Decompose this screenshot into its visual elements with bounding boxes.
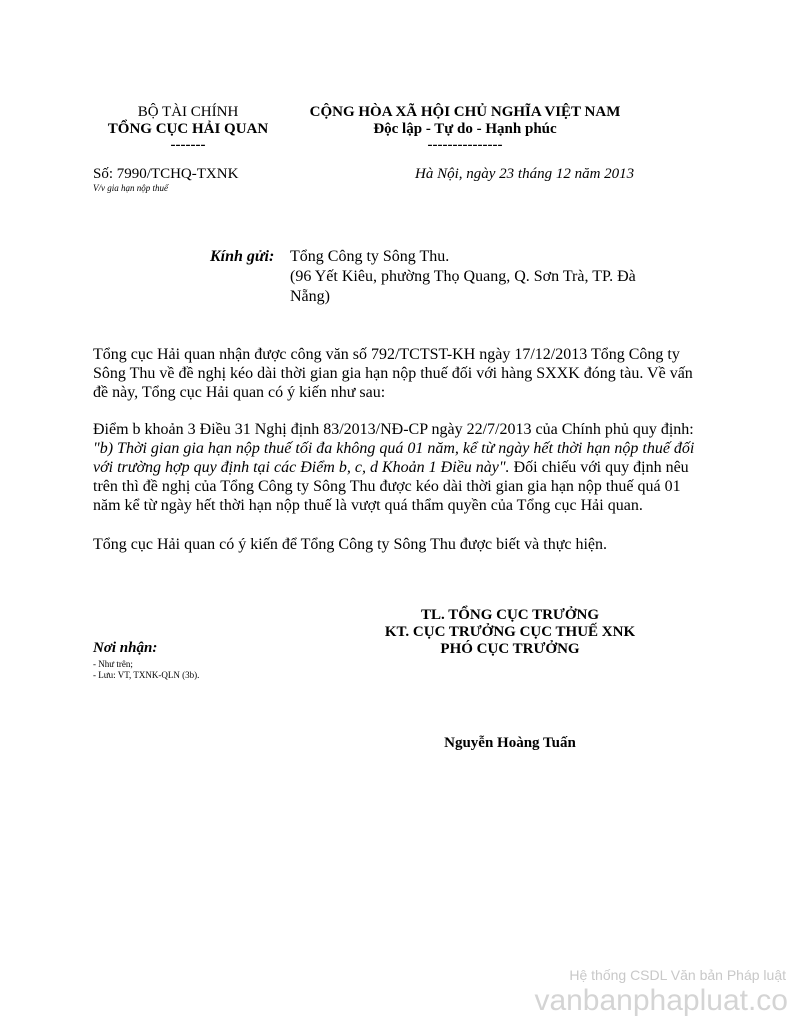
body-paragraph-3: Tổng cục Hải quan có ý kiến để Tổng Công ty Sông Thu được biết và thực hiện. xyxy=(93,536,608,553)
signature-title-3: PHÓ CỤC TRƯỞNG xyxy=(440,641,580,657)
national-motto: Độc lập - Tự do - Hạnh phúc xyxy=(373,121,557,137)
watermark-site: vanbanphapluat.co xyxy=(534,984,788,1017)
body-paragraph-2 xyxy=(93,420,708,515)
recipients-item: - Lưu: VT, TXNK-QLN (3b). xyxy=(93,670,200,680)
header-left-separator: ------- xyxy=(170,137,206,153)
signature-block xyxy=(355,607,665,658)
doc-subject: V/v gia hạn nộp thuế xyxy=(93,183,168,193)
watermark-caption: Hệ thống CSDL Văn bản Pháp luật xyxy=(569,967,786,983)
header-right xyxy=(285,104,645,152)
letter-body xyxy=(93,345,708,554)
legal-reference: Điểm b khoản 3 Điều 31 Nghị định 83/2013/NĐ-CP ngày 22/7/2013 của Chính phủ quy định: xyxy=(93,421,694,438)
signer-name: Nguyễn Hoàng Tuấn xyxy=(444,735,576,751)
legal-quote: "b) Thời gian gia hạn nộp thuế tối đa không quá 01 năm, kể từ ngày hết thời hạn nộp thuế đối với trường hợp quy định tại các Điểm b, c, d Khoản 1 Điều này". xyxy=(93,440,695,476)
recipients-title: Nơi nhận: xyxy=(93,640,158,656)
doc-number: Số: 7990/TCHQ-TXNK xyxy=(93,166,239,182)
recipient-block xyxy=(290,247,670,307)
body-conclusion: Đối chiếu với quy định nêu trên thì đề nghị của Tổng Công ty Sông Thu được kéo dài thời gian gia hạn nộp thuế quá 01 năm kể từ ngày hết thời hạn nộp thuế là vượt quá thẩm quyền của Tổng cục Hải quan. xyxy=(93,459,689,514)
ministry-name: BỘ TÀI CHÍNH xyxy=(137,104,239,120)
header-right-separator: --------------- xyxy=(427,137,503,153)
recipient-name: Tổng Công ty Sông Thu. xyxy=(290,248,450,265)
body-paragraph-1: Tổng cục Hải quan nhận được công văn số 792/TCTST-KH ngày 17/12/2013 Tổng Công ty Sông Thu về đề nghị kéo dài thời gian gia hạn nộp thuế đối với hàng SXXK đóng tàu. Về vấn đề này, Tổng cục Hải quan có ý kiến như sau: xyxy=(93,346,693,401)
recipient-address: (96 Yết Kiêu, phường Thọ Quang, Q. Sơn Trà, TP. Đà Nẵng) xyxy=(290,268,636,305)
recipient-label: Kính gửi: xyxy=(210,248,275,265)
place-date: Hà Nội, ngày 23 tháng 12 năm 2013 xyxy=(415,166,635,182)
recipients-list xyxy=(93,640,199,681)
country-name: CỘNG HÒA XÃ HỘI CHỦ NGHĨA VIỆT NAM xyxy=(309,104,621,120)
signature-title-1: TL. TỔNG CỤC TRƯỞNG xyxy=(420,607,600,623)
department-name: TỔNG CỤC HẢI QUAN xyxy=(107,121,269,137)
signature-title-2: KT. CỤC TRƯỞNG CỤC THUẾ XNK xyxy=(384,624,636,640)
recipients-item: - Như trên; xyxy=(93,659,133,669)
header-left xyxy=(88,104,288,152)
